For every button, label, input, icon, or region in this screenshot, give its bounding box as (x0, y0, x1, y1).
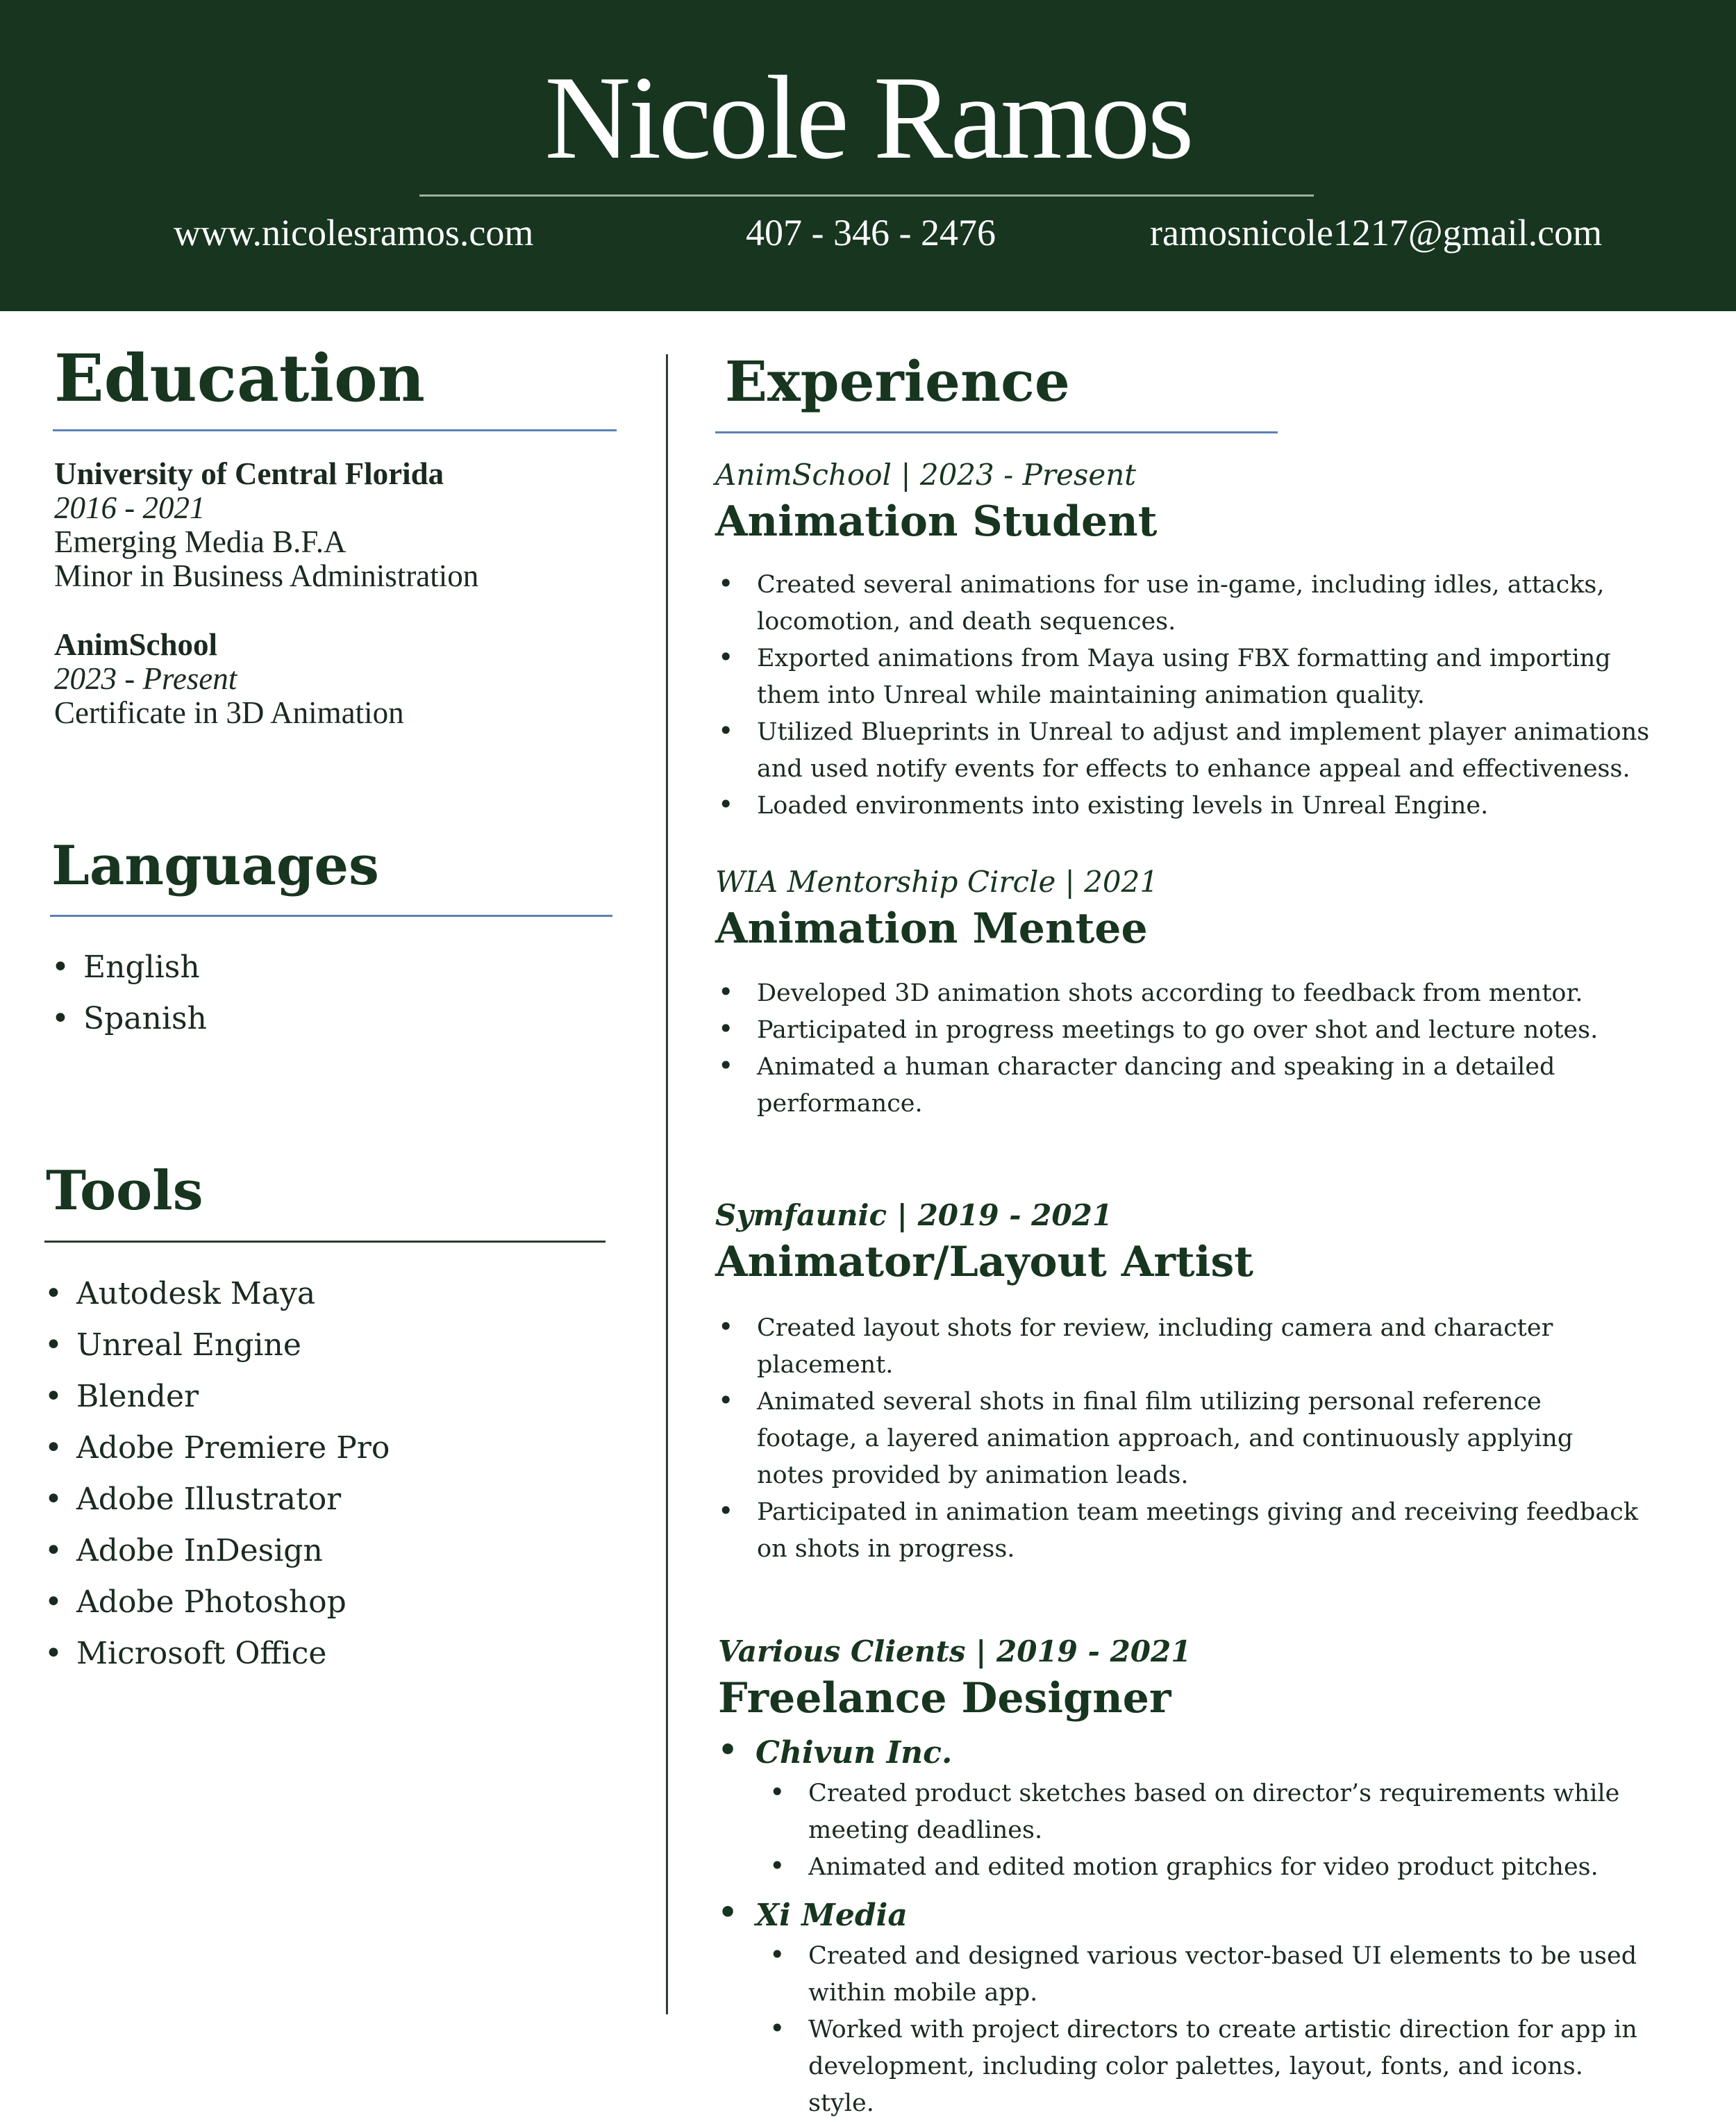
list-item: • Created and designed various vector-based UI elements to be used within mobile app. (767, 1938, 1642, 2012)
list-item: • Microsoft Office (44, 1628, 614, 1680)
bullet-icon: • (718, 568, 734, 599)
candidate-name: Nicole Ramos (544, 52, 1192, 184)
bullet-icon: • (44, 1430, 62, 1466)
list-item: • Adobe Illustrator (44, 1474, 614, 1525)
list-item: • Loaded environments into existing levels in Unreal Engine. (715, 788, 1660, 824)
job-company: WIA Mentorship Circle | 2021 (715, 865, 1159, 899)
list-item: • Spanish (51, 993, 607, 1045)
list-item: • English (51, 942, 607, 993)
list-item: • Created several animations for use in-game, including idles, attacks, locomotion, and death sequences. (715, 567, 1660, 640)
tools-rule (44, 1241, 606, 1243)
bullet-icon: • (718, 1385, 734, 1416)
tools-heading: Tools (46, 1159, 203, 1222)
bullet-icon: • (718, 1895, 738, 1930)
bullet-icon: • (44, 1584, 62, 1620)
list-item: • Adobe InDesign (44, 1525, 614, 1577)
bullet-icon: • (51, 1001, 69, 1036)
bullet-icon: • (769, 1939, 785, 1970)
client-duties (767, 1938, 1642, 2122)
bullet-icon: • (44, 1276, 62, 1311)
list-item: • Created layout shots for review, including camera and character placement. (715, 1310, 1646, 1384)
bullet-icon: • (51, 950, 69, 985)
header-divider (419, 194, 1314, 197)
bullet-icon: • (44, 1482, 62, 1517)
bullet-icon: • (769, 1777, 785, 1807)
job-title: Freelance Designer (718, 1674, 1171, 1723)
degree-line: Certificate in 3D Animation (54, 695, 404, 730)
list-item: • Animated several shots in final film utilizing personal reference footage, a layered animation approach, and continuously applying notes provided by animation leads. (715, 1384, 1646, 1494)
education-entry (54, 628, 624, 730)
bullet-icon: • (718, 1311, 734, 1342)
tools-list (44, 1268, 614, 1680)
experience-heading: Experience (725, 349, 1070, 414)
job-title: Animation Student (715, 497, 1158, 546)
bullet-icon: • (769, 2013, 785, 2044)
client-duties (767, 1775, 1642, 1886)
education-heading: Education (54, 340, 426, 417)
client-name: • Xi Media (718, 1895, 908, 1937)
email-link[interactable]: ramosnicole1217@gmail.com (1150, 212, 1603, 254)
languages-rule (50, 915, 612, 917)
job-duties (715, 1310, 1646, 1568)
list-item: • Created product sketches based on director’s requirements while meeting deadlines. (767, 1775, 1642, 1849)
school-years: 2016 - 2021 (54, 490, 206, 525)
languages-heading: Languages (51, 834, 379, 897)
phone-number: 407 - 346 - 2476 (746, 212, 996, 254)
bullet-icon: • (718, 977, 734, 1007)
bullet-icon: • (44, 1533, 62, 1568)
bullet-icon: • (718, 642, 734, 672)
list-item: • Adobe Photoshop (44, 1577, 614, 1628)
education-entry (54, 457, 624, 593)
job-company: AnimSchool | 2023 - Present (715, 458, 1137, 492)
experience-rule (715, 431, 1278, 433)
school-name: University of Central Florida (54, 456, 444, 491)
job-company: Various Clients | 2019 - 2021 (718, 1634, 1192, 1668)
client-name: • Chivun Inc. (718, 1732, 952, 1774)
bullet-icon: • (718, 789, 734, 820)
list-item: • Participated in progress meetings to go over shot and lecture notes. (715, 1012, 1660, 1049)
job-duties (715, 975, 1660, 1122)
degree-line: Emerging Media B.F.A (54, 524, 347, 559)
list-item: • Worked with project directors to create artistic direction for app in development, including color palettes, layout, fonts, and icons. style. (767, 2012, 1642, 2122)
job-duties (715, 567, 1660, 824)
languages-list (51, 942, 607, 1045)
bullet-icon: • (718, 1732, 738, 1768)
bullet-icon: • (769, 1850, 785, 1881)
list-item: • Developed 3D animation shots according to feedback from mentor. (715, 975, 1660, 1012)
bullet-icon: • (44, 1379, 62, 1414)
list-item: • Adobe Premiere Pro (44, 1423, 614, 1474)
column-divider (666, 354, 668, 2014)
list-item: • Utilized Blueprints in Unreal to adjust and implement player animations and used notify events for effects to enhance appeal and effectiveness. (715, 714, 1660, 788)
job-title: Animation Mentee (715, 904, 1148, 953)
education-rule (53, 429, 617, 431)
list-item: • Exported animations from Maya using FBX formatting and importing them into Unreal while maintaining animation quality. (715, 640, 1660, 714)
bullet-icon: • (44, 1327, 62, 1363)
list-item: • Autodesk Maya (44, 1268, 614, 1320)
bullet-icon: • (718, 1495, 734, 1526)
bullet-icon: • (718, 715, 734, 746)
bullet-icon: • (44, 1636, 62, 1671)
list-item: • Unreal Engine (44, 1320, 614, 1371)
list-item: • Animated a human character dancing and speaking in a detailed performance. (715, 1049, 1660, 1122)
list-item: • Participated in animation team meetings giving and receiving feedback on shots in progress. (715, 1494, 1646, 1568)
school-years: 2023 - Present (54, 661, 237, 696)
list-item: • Animated and edited motion graphics for video product pitches. (767, 1849, 1642, 1886)
job-title: Animator/Layout Artist (715, 1238, 1253, 1286)
school-name: AnimSchool (54, 627, 218, 662)
degree-line: Minor in Business Administration (54, 558, 479, 593)
bullet-icon: • (718, 1050, 734, 1081)
website-link[interactable]: www.nicolesramos.com (174, 212, 534, 254)
bullet-icon: • (718, 1013, 734, 1044)
job-company: Symfaunic | 2019 - 2021 (715, 1198, 1113, 1232)
list-item: • Blender (44, 1371, 614, 1423)
